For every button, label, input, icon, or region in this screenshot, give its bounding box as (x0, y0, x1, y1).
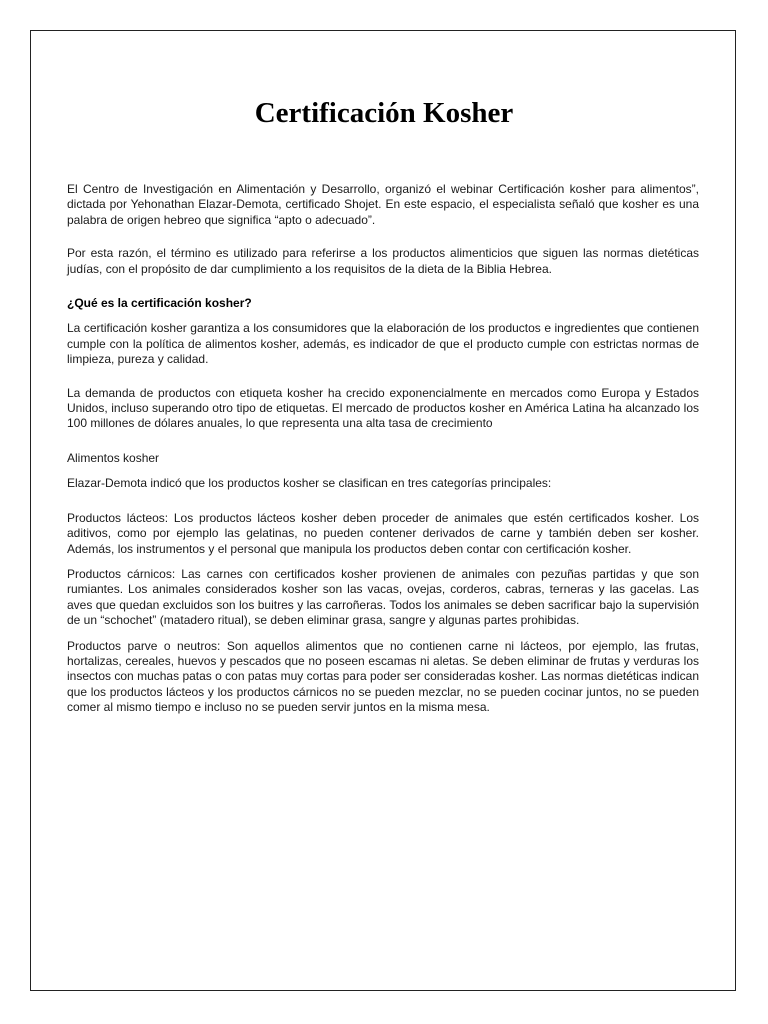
document-title: Certificación Kosher (254, 97, 514, 129)
paragraph-intro-1: El Centro de Investigación en Alimentación y Desarrollo, organizó el webinar Certificación kosher para alimentos”, dictada por Yehonathan Elazar-Demota, certificado Shojet. En este espacio, el especialista señaló que kosher es una palabra de origen hebreo que significa “apto o adecuado”. (67, 182, 699, 227)
paragraph-meat-products: Productos cárnicos: Las carnes con certificados kosher provienen de animales con pezuñas partidas y que son rumiantes. Los animales considerados kosher son las vacas, ovejas, corderos, cabras, terneras y las gacelas. Las aves que quedan excluidos son los buitres y las carroñeras. Todos los animales se deben sacrificar bajo la supervisión de un “schochet” (matadero ritual), se deben eliminar grasa, sangre y algunas partes prohibidas. (67, 566, 699, 628)
paragraph-categories: Elazar-Demota indicó que los productos kosher se clasifican en tres categorías principales: (67, 476, 552, 491)
document-body (67, 182, 699, 716)
section-heading-kosher-foods: Alimentos kosher (67, 450, 160, 465)
paragraph-intro-2: Por esta razón, el término es utilizado para referirse a los productos alimenticios que siguen las normas dietéticas judías, con el propósito de dar cumplimiento a los requisitos de la dieta de la Biblia Hebrea. (67, 246, 699, 276)
paragraph-dairy-products: Productos lácteos: Los productos lácteos kosher deben proceder de animales que estén certificados kosher. Los aditivos, como por ejemplo las gelatinas, no pueden contener derivados de carne y también deben ser kosher. Además, los instrumentos y el personal que manipula los productos deben contar con certificación kosher. (67, 510, 699, 556)
paragraph-parve-products: Productos parve o neutros: Son aquellos alimentos que no contienen carne ni lácteos, por ejemplo, las frutas, hortalizas, cereales, huevos y pescados que no poseen escamas ni aletas. Se deben eliminar de frutas y verduras los insectos con muchas patas o con patas muy cortas para poder ser consideradas kosher. Las normas dietéticas indican que los productos lácteos y los productos cárnicos no se pueden mezclar, no se pueden cocinar juntos, no se pueden comer al mismo tiempo e incluso no se pueden servir juntos en la misma mesa. (67, 638, 699, 715)
paragraph-certification: La certificación kosher garantiza a los consumidores que la elaboración de los productos e ingredientes que contienen cumple con la política de alimentos kosher, además, es indicador de que el producto cumple con estrictas normas de limpieza, pureza y calidad. (67, 321, 699, 367)
section-heading-what-is: ¿Qué es la certificación kosher? (67, 296, 252, 311)
paragraph-demand: La demanda de productos con etiqueta kosher ha crecido exponencialmente en mercados como Europa y Estados Unidos, incluso superando otro tipo de etiquetas. El mercado de productos kosher en América Latina ha alcanzado los 100 millones de dólares anuales, lo que representa una alta tasa de crecimiento (67, 385, 699, 431)
